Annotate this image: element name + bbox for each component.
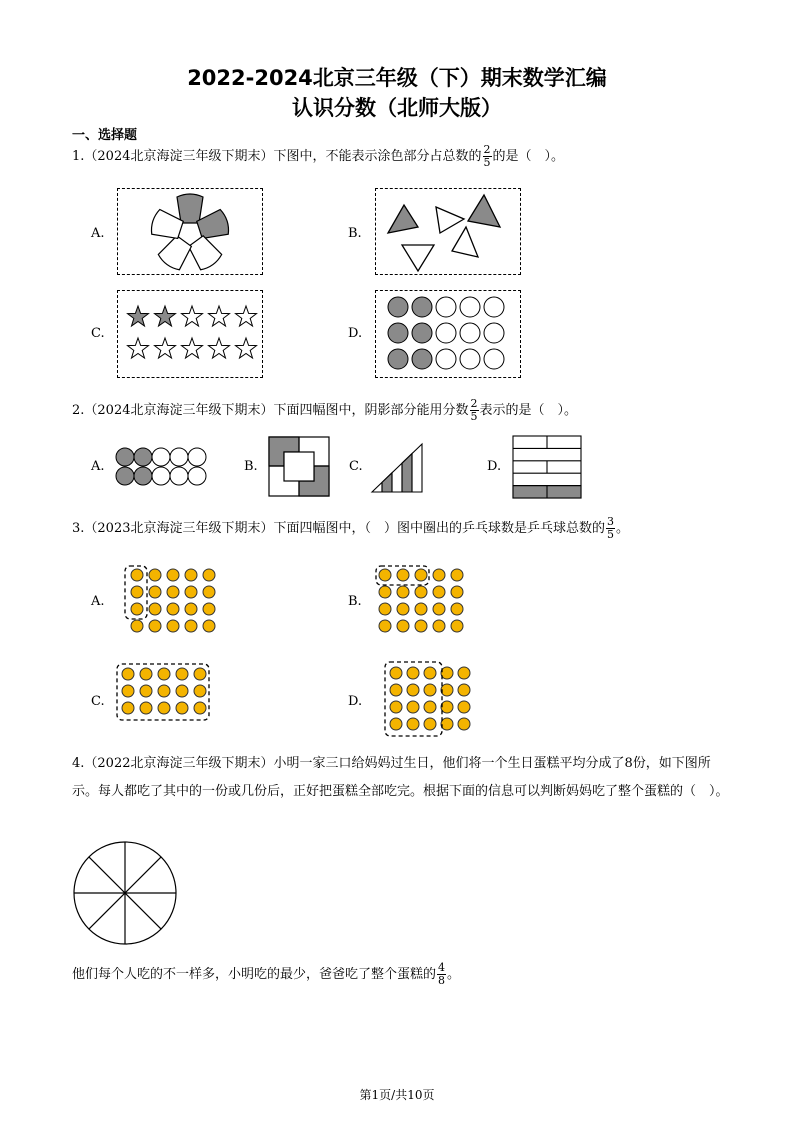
q3-option-d-label: D. — [348, 694, 363, 709]
ping-pong-ball — [167, 586, 179, 598]
ping-pong-ball — [424, 667, 436, 679]
ping-pong-ball — [441, 667, 453, 679]
fraction-denominator: 8 — [438, 974, 446, 987]
ping-pong-ball — [149, 603, 161, 615]
fraction-numerator: 4 — [438, 961, 446, 974]
ping-pong-ball — [176, 685, 188, 697]
question-2-fraction — [470, 398, 479, 423]
ping-pong-ball — [176, 702, 188, 714]
q2-option-c-label: C. — [349, 459, 363, 474]
question-4-fraction — [437, 962, 446, 987]
ping-pong-ball — [397, 569, 409, 581]
ping-pong-ball — [458, 701, 470, 713]
ping-pong-ball — [433, 603, 445, 615]
ping-pong-ball — [433, 586, 445, 598]
ping-pong-ball — [451, 620, 463, 632]
question-2-prefix: 2.（2024北京海淀三年级下期末）下面四幅图中，阴影部分能用分数 — [72, 403, 469, 418]
ping-pong-ball — [158, 668, 170, 680]
ping-pong-ball — [415, 620, 427, 632]
ping-pong-ball — [140, 685, 152, 697]
ping-pong-ball — [149, 569, 161, 581]
q3-option-d-figure — [382, 660, 478, 738]
ping-pong-ball — [149, 620, 161, 632]
fraction-numerator: 3 — [607, 515, 614, 528]
ping-pong-ball — [407, 667, 419, 679]
ping-pong-ball — [122, 702, 134, 714]
question-1-text — [72, 144, 564, 169]
ping-pong-ball — [451, 569, 463, 581]
ping-pong-ball — [140, 702, 152, 714]
ping-pong-ball — [203, 620, 215, 632]
ping-pong-ball — [390, 701, 402, 713]
q1-option-c-label: C. — [91, 326, 105, 341]
ping-pong-ball — [390, 718, 402, 730]
ping-pong-ball — [397, 603, 409, 615]
stars-figure — [118, 291, 262, 377]
ping-pong-ball — [158, 702, 170, 714]
ping-pong-ball — [441, 701, 453, 713]
ping-pong-ball — [194, 685, 206, 697]
ping-pong-ball — [185, 569, 197, 581]
ping-pong-ball — [194, 668, 206, 680]
q2-option-d-figure — [512, 435, 582, 499]
q3-option-c-label: C. — [91, 694, 105, 709]
q3-option-c-figure — [114, 662, 214, 722]
fraction-denominator: 5 — [483, 156, 491, 169]
ping-pong-ball — [167, 603, 179, 615]
document-title-line1: 2022-2024北京三年级（下）期末数学汇编 — [187, 66, 607, 90]
petal-flower-figure — [118, 189, 262, 274]
ping-pong-ball — [122, 668, 134, 680]
section-heading: 一、选择题 — [72, 128, 138, 143]
q2-option-d-label: D. — [487, 459, 502, 474]
ping-pong-ball — [122, 685, 134, 697]
ping-pong-ball — [203, 603, 215, 615]
question-2-text — [72, 398, 577, 423]
question-3-fraction — [606, 516, 615, 541]
ping-pong-ball — [379, 586, 391, 598]
ping-pong-ball — [415, 603, 427, 615]
q1-option-c-figure — [117, 290, 263, 378]
ping-pong-ball — [441, 684, 453, 696]
ping-pong-ball — [415, 586, 427, 598]
page-footer: 第1页/共10页 — [359, 1088, 435, 1102]
ping-pong-ball — [131, 603, 143, 615]
ping-pong-ball — [424, 718, 436, 730]
ping-pong-ball — [458, 667, 470, 679]
ping-pong-ball — [451, 586, 463, 598]
ping-pong-ball — [194, 702, 206, 714]
ping-pong-ball — [149, 586, 161, 598]
circles-grid-figure — [376, 291, 520, 377]
question-4-info-suffix: 。 — [447, 967, 461, 982]
question-4-info — [72, 962, 460, 987]
ping-pong-ball — [131, 569, 143, 581]
q2-option-b-figure — [268, 436, 332, 498]
ping-pong-ball — [407, 718, 419, 730]
q2-option-a-label: A. — [91, 459, 105, 474]
q2-option-b-label: B. — [244, 459, 258, 474]
q1-option-d-label: D. — [348, 326, 363, 341]
ping-pong-ball — [458, 718, 470, 730]
question-2-suffix: 表示的是（ ）。 — [479, 403, 578, 418]
ping-pong-ball — [185, 620, 197, 632]
ping-pong-ball — [158, 685, 170, 697]
q1-option-d-figure — [375, 290, 521, 378]
ping-pong-ball — [424, 701, 436, 713]
ping-pong-ball — [424, 684, 436, 696]
ping-pong-ball — [131, 586, 143, 598]
ping-pong-ball — [433, 569, 445, 581]
triangles-figure — [376, 189, 520, 274]
ping-pong-ball — [203, 586, 215, 598]
ping-pong-ball — [379, 569, 391, 581]
ping-pong-ball — [167, 569, 179, 581]
q3-option-b-label: B. — [348, 594, 362, 609]
q2-option-c-figure — [370, 442, 426, 494]
q3-option-a-figure — [120, 563, 220, 635]
q3-option-b-figure — [373, 563, 469, 635]
ping-pong-ball — [379, 603, 391, 615]
cake-circle-figure — [72, 840, 178, 946]
question-1-suffix: 的是（ ）。 — [492, 149, 565, 164]
question-3-prefix: 3.（2023北京海淀三年级下期末）下面四幅图中，（ ）图中圈出的乒乓球数是乒乓球总数的 — [72, 521, 605, 536]
ping-pong-ball — [203, 569, 215, 581]
question-4-text: 4.（2022北京海淀三年级下期末）小明一家三口给妈妈过生日，他们将一个生日蛋糕平均分成了8份，如下图所示。每人都吃了其中的一份或几份后，正好把蛋糕全部吃完。根据下面的信息可以判断妈妈吃了整个蛋糕的（ ）。 — [72, 756, 729, 799]
ping-pong-ball — [167, 620, 179, 632]
ping-pong-ball — [185, 586, 197, 598]
ping-pong-ball — [397, 620, 409, 632]
ping-pong-ball — [131, 620, 143, 632]
q1-option-a-label: A. — [91, 226, 105, 241]
fraction-numerator: 2 — [470, 397, 478, 410]
ping-pong-ball — [397, 586, 409, 598]
ping-pong-ball — [176, 668, 188, 680]
q2-option-a-figure — [114, 446, 214, 488]
ping-pong-ball — [441, 718, 453, 730]
question-3-suffix: 。 — [616, 521, 630, 536]
question-1-fraction — [483, 144, 492, 169]
ping-pong-ball — [433, 620, 445, 632]
q1-option-b-label: B. — [348, 226, 362, 241]
question-4-info-prefix: 他们每个人吃的不一样多，小明吃的最少，爸爸吃了整个蛋糕的 — [72, 967, 437, 982]
ping-pong-ball — [407, 684, 419, 696]
ping-pong-ball — [140, 668, 152, 680]
ping-pong-ball — [407, 701, 419, 713]
q3-option-a-label: A. — [91, 594, 105, 609]
question-1-prefix: 1.（2024北京海淀三年级下期末）下图中，不能表示涂色部分占总数的 — [72, 149, 482, 164]
document-title-line2: 认识分数（北师大版） — [292, 96, 502, 120]
ping-pong-ball — [415, 569, 427, 581]
q1-option-a-figure — [117, 188, 263, 275]
question-3-text — [72, 516, 629, 541]
q1-option-b-figure — [375, 188, 521, 275]
fraction-denominator: 5 — [470, 410, 478, 423]
ping-pong-ball — [390, 667, 402, 679]
ping-pong-ball — [458, 684, 470, 696]
fraction-denominator: 5 — [607, 528, 614, 541]
ping-pong-ball — [379, 620, 391, 632]
fraction-numerator: 2 — [483, 143, 491, 156]
ping-pong-ball — [185, 603, 197, 615]
ping-pong-ball — [451, 603, 463, 615]
ping-pong-ball — [390, 684, 402, 696]
